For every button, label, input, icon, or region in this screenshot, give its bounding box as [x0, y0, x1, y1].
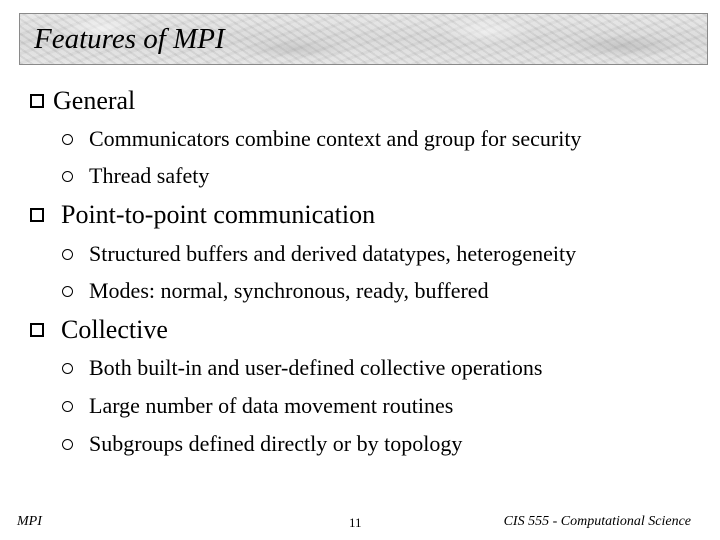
circle-bullet-icon	[62, 286, 73, 297]
square-bullet-icon	[30, 94, 44, 108]
circle-bullet-icon	[62, 171, 73, 182]
section-heading: Collective	[61, 315, 168, 344]
list-item-text: Both built-in and user-defined collective operations	[89, 355, 543, 380]
list-item-text: Structured buffers and derived datatypes, heterogeneity	[89, 241, 577, 266]
title-banner	[19, 13, 708, 65]
square-bullet-icon	[30, 208, 44, 222]
square-bullet-icon	[30, 323, 44, 337]
list-item-text: Modes: normal, synchronous, ready, buffered	[89, 278, 489, 303]
section-heading: Point-to-point communication	[61, 200, 376, 229]
circle-bullet-icon	[62, 249, 73, 260]
list-item-text: Large number of data movement routines	[89, 393, 454, 418]
slide-title: Features of MPI	[34, 23, 225, 55]
footer-right: CIS 555 - Computational Science	[503, 514, 691, 529]
list-item-text: Communicators combine context and group for security	[89, 126, 582, 151]
footer-left: MPI	[17, 514, 42, 529]
list-item-text: Thread safety	[89, 163, 210, 188]
circle-bullet-icon	[62, 134, 73, 145]
circle-bullet-icon	[62, 401, 73, 412]
circle-bullet-icon	[62, 363, 73, 374]
page-number: 11	[349, 515, 362, 530]
list-item-text: Subgroups defined directly or by topology	[89, 431, 463, 456]
circle-bullet-icon	[62, 439, 73, 450]
section-heading: General	[53, 86, 136, 115]
